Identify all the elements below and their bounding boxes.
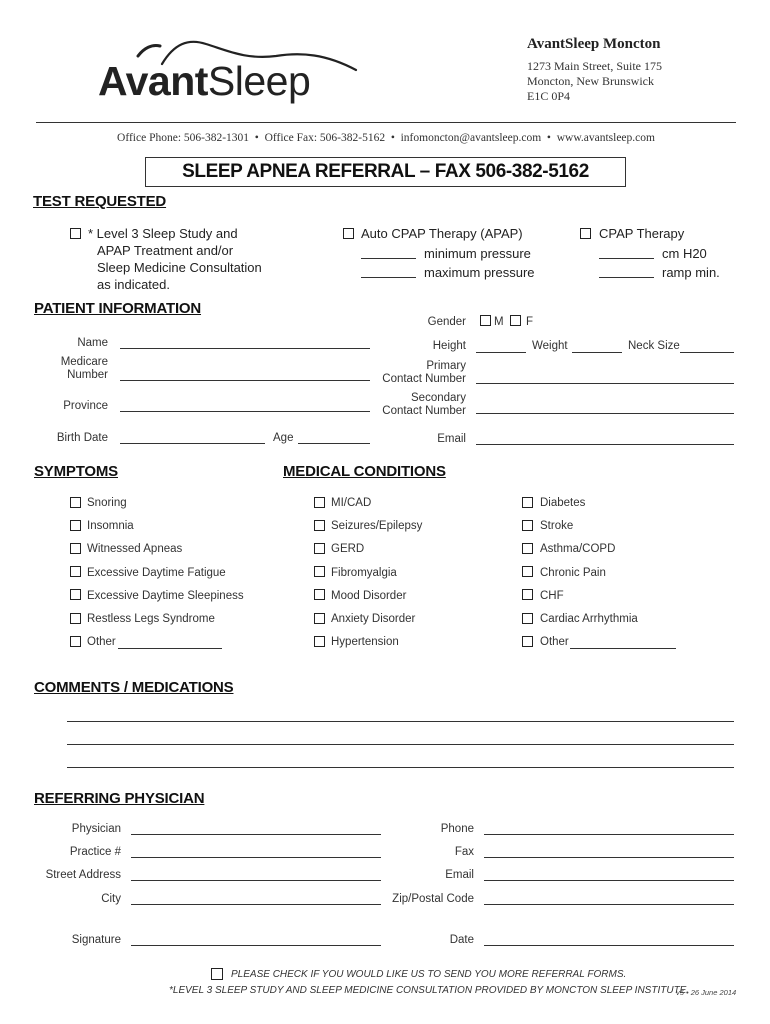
patient-email-field[interactable] [476, 444, 734, 445]
age-label: Age [273, 432, 294, 444]
weight-field[interactable] [572, 352, 622, 353]
signature-label: Signature [71, 934, 121, 946]
gender-m-label: M [494, 316, 504, 328]
symptom-label: Restless Legs Syndrome [87, 613, 215, 625]
condition-checkbox[interactable] [522, 497, 533, 508]
symptom-checkbox[interactable] [70, 613, 81, 624]
condition-label: Other [540, 636, 569, 648]
medicare-label-2: Number [67, 369, 108, 381]
physician-fax-label: Fax [454, 846, 474, 858]
symptom-label: Other [87, 636, 116, 648]
cpap-cm-label: cm H20 [662, 246, 707, 261]
cpap-cm-field[interactable] [599, 258, 654, 259]
physician-phone-label: Phone [440, 823, 474, 835]
cpap-ramp-label: ramp min. [662, 265, 720, 280]
city-label: City [101, 893, 121, 905]
level3-line2: APAP Treatment and/or [97, 243, 234, 258]
symptom-checkbox[interactable] [70, 589, 81, 600]
clinic-address-line3: E1C 0P4 [527, 89, 571, 103]
condition-checkbox[interactable] [314, 589, 325, 600]
condition-other-field[interactable] [570, 648, 676, 649]
logo-light-text: Sleep [207, 58, 311, 104]
condition-label: Stroke [540, 520, 574, 532]
primary-contact-label-1: Primary [426, 360, 466, 372]
physician-fax-field[interactable] [484, 857, 734, 858]
more-forms-checkbox[interactable] [211, 968, 223, 980]
postal-code-label: Zip/Postal Code [392, 893, 474, 905]
level3-line3: Sleep Medicine Consultation [97, 260, 262, 275]
symptom-checkbox[interactable] [70, 497, 81, 508]
symptom-other-field[interactable] [118, 648, 222, 649]
condition-checkbox[interactable] [314, 497, 325, 508]
apap-min-field[interactable] [361, 258, 416, 259]
symptom-label: Excessive Daytime Fatigue [87, 567, 226, 579]
comments-line[interactable] [67, 721, 734, 722]
comments-line[interactable] [67, 744, 734, 745]
street-address-label: Street Address [45, 869, 121, 881]
patient-info-heading: PATIENT INFORMATION [34, 300, 202, 317]
medicare-label-1: Medicare [60, 356, 108, 368]
apap-min-label: minimum pressure [424, 246, 531, 261]
signature-field[interactable] [131, 945, 381, 946]
birth-date-field[interactable] [120, 443, 265, 444]
condition-checkbox[interactable] [314, 520, 325, 531]
symptom-checkbox[interactable] [70, 566, 81, 577]
form-title: SLEEP APNEA REFERRAL – FAX 506-382-5162 [182, 161, 589, 182]
symptom-label: Excessive Daytime Sleepiness [87, 590, 244, 602]
province-field[interactable] [120, 411, 370, 412]
level3-line1: * Level 3 Sleep Study and [88, 226, 238, 241]
condition-label: Fibromyalgia [331, 567, 397, 579]
level3-checkbox[interactable] [70, 228, 81, 239]
apap-max-label: maximum pressure [424, 265, 535, 280]
logo [98, 56, 310, 106]
physician-phone-field[interactable] [484, 834, 734, 835]
symptom-label: Witnessed Apneas [87, 543, 183, 555]
gender-f-label: F [526, 316, 534, 328]
cpap-ramp-field[interactable] [599, 277, 654, 278]
cpap-checkbox[interactable] [580, 228, 591, 239]
apap-max-field[interactable] [361, 277, 416, 278]
more-forms-text: PLEASE CHECK IF YOU WOULD LIKE US TO SEND YOU MORE REFERRAL FORMS. [231, 969, 627, 980]
condition-checkbox[interactable] [522, 589, 533, 600]
header-divider [36, 122, 736, 123]
clinic-name: AvantSleep Moncton [527, 36, 661, 52]
footnote: *LEVEL 3 SLEEP STUDY AND SLEEP MEDICINE CONSULTATION PROVIDED BY MONCTON SLEEP INSTITUTE [169, 985, 687, 996]
level3-line4: as indicated. [97, 277, 170, 292]
condition-label: Mood Disorder [331, 590, 407, 602]
comments-line[interactable] [67, 767, 734, 768]
practice-number-label: Practice # [69, 846, 121, 858]
medicare-number-field[interactable] [120, 380, 370, 381]
condition-checkbox[interactable] [314, 613, 325, 624]
patient-email-label: Email [437, 433, 466, 445]
street-address-field[interactable] [131, 880, 381, 881]
clinic-address-line1: 1273 Main Street, Suite 175 [527, 59, 662, 73]
symptom-label: Insomnia [87, 520, 134, 532]
weight-label: Weight [532, 340, 568, 352]
logo-bold-text: Avant [98, 58, 208, 104]
gender-f-checkbox[interactable] [510, 315, 521, 326]
condition-label: MI/CAD [331, 497, 372, 509]
condition-label: Hypertension [331, 636, 399, 648]
symptom-checkbox[interactable] [70, 636, 81, 647]
name-label: Name [77, 337, 108, 349]
primary-contact-label-2: Contact Number [382, 373, 466, 385]
symptom-label: Snoring [87, 497, 127, 509]
comments-heading: COMMENTS / MEDICATIONS [34, 679, 234, 696]
secondary-contact-label-2: Contact Number [382, 405, 466, 417]
postal-code-field[interactable] [484, 904, 734, 905]
gender-label: Gender [427, 316, 466, 328]
neck-size-field[interactable] [680, 352, 734, 353]
city-field[interactable] [131, 904, 381, 905]
date-field[interactable] [484, 945, 734, 946]
condition-label: Chronic Pain [540, 567, 606, 579]
practice-number-field[interactable] [131, 857, 381, 858]
symptoms-heading: SYMPTOMS [34, 463, 118, 480]
cpap-label: CPAP Therapy [599, 226, 685, 241]
symptom-checkbox[interactable] [70, 543, 81, 554]
condition-label: Asthma/COPD [540, 543, 616, 555]
test-requested-heading: TEST REQUESTED [33, 193, 167, 210]
contact-line: Office Phone: 506-382-1301 • Office Fax: 506-382-5162 • infomoncton@avantsleep.com • www.avantsleep.com [117, 132, 655, 144]
condition-checkbox[interactable] [522, 613, 533, 624]
medical-conditions-heading: MEDICAL CONDITIONS [283, 463, 446, 480]
condition-label: Diabetes [540, 497, 586, 509]
condition-checkbox[interactable] [522, 636, 533, 647]
version-text: v5 • 26 June 2014 [676, 988, 737, 997]
condition-label: Anxiety Disorder [331, 613, 416, 625]
primary-contact-field[interactable] [476, 383, 734, 384]
condition-checkbox[interactable] [522, 566, 533, 577]
birth-date-label: Birth Date [56, 432, 108, 444]
patient-name-field[interactable] [120, 348, 370, 349]
height-label: Height [432, 340, 466, 352]
apap-checkbox[interactable] [343, 228, 354, 239]
province-label: Province [63, 400, 108, 412]
symptom-checkbox[interactable] [70, 520, 81, 531]
date-label: Date [449, 934, 474, 946]
physician-label: Physician [71, 823, 121, 835]
referring-physician-heading: REFERRING PHYSICIAN [34, 790, 205, 807]
condition-checkbox[interactable] [314, 636, 325, 647]
physician-email-label: Email [445, 869, 474, 881]
physician-email-field[interactable] [484, 880, 734, 881]
neck-size-label: Neck Size [628, 340, 680, 352]
height-field[interactable] [476, 352, 526, 353]
condition-label: Seizures/Epilepsy [331, 520, 423, 532]
condition-checkbox[interactable] [314, 543, 325, 554]
age-field[interactable] [298, 443, 370, 444]
condition-checkbox[interactable] [522, 543, 533, 554]
secondary-contact-label-1: Secondary [411, 392, 466, 404]
condition-checkbox[interactable] [522, 520, 533, 531]
condition-label: CHF [540, 590, 564, 602]
condition-label: GERD [331, 543, 365, 555]
apap-label: Auto CPAP Therapy (APAP) [361, 226, 523, 241]
condition-label: Cardiac Arrhythmia [540, 613, 638, 625]
clinic-address-line2: Moncton, New Brunswick [527, 74, 654, 88]
condition-checkbox[interactable] [314, 566, 325, 577]
gender-m-checkbox[interactable] [480, 315, 491, 326]
physician-name-field[interactable] [131, 834, 381, 835]
secondary-contact-field[interactable] [476, 413, 734, 414]
